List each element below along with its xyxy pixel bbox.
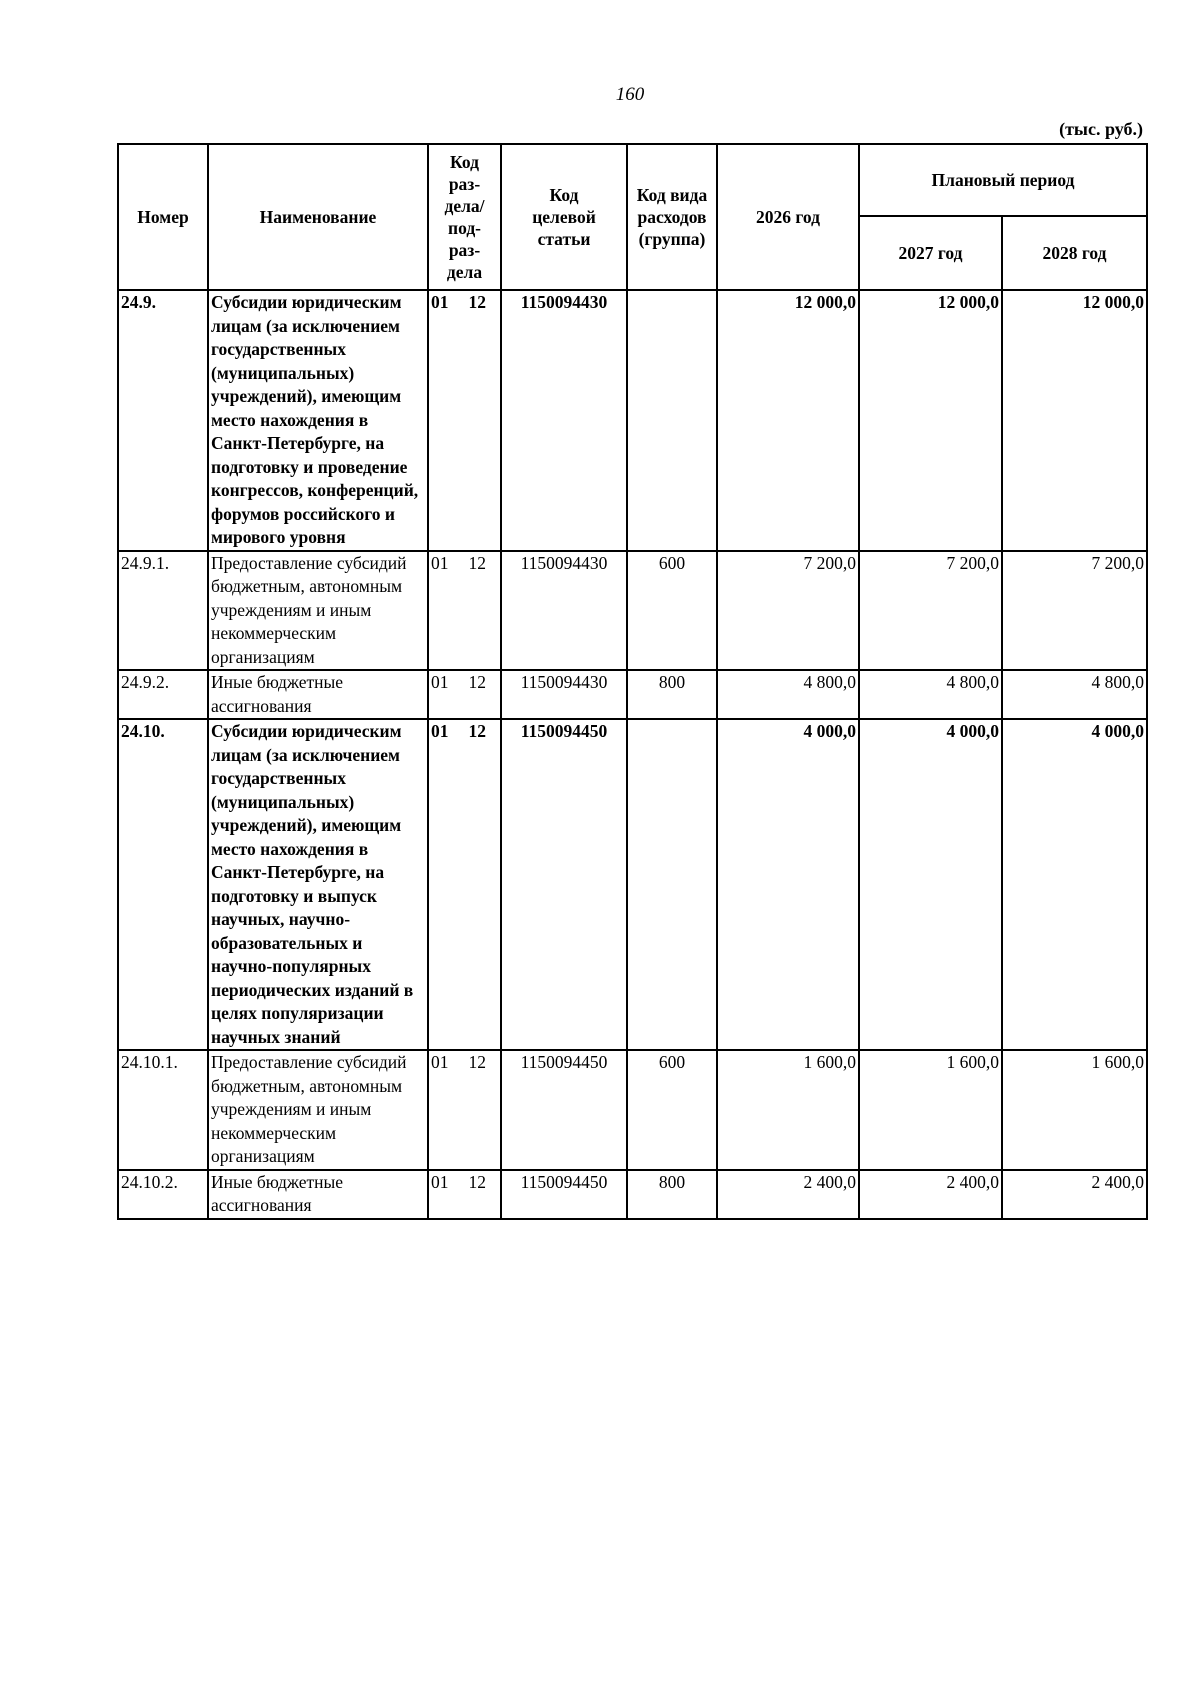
page-number: 160 (615, 84, 645, 105)
row-section: 01 (431, 1052, 449, 1072)
row-name: Предоставление субсидий бюджетным, автономным учреждениям и иным некоммерческим организациям (208, 551, 428, 671)
row-amount-2028: 2 400,0 (1002, 1170, 1147, 1219)
row-section: 01 (431, 672, 449, 692)
table-row (118, 551, 1147, 671)
row-expense-type: 600 (627, 551, 717, 671)
table-header (118, 144, 1147, 290)
row-amount-2026: 7 200,0 (717, 551, 859, 671)
row-amount-2027: 4 800,0 (859, 670, 1002, 719)
row-expense-type (627, 719, 717, 1050)
row-number: 24.10.2. (118, 1170, 208, 1219)
row-target-code: 1150094450 (501, 1050, 627, 1170)
row-section-code (428, 719, 501, 1050)
row-number: 24.10. (118, 719, 208, 1050)
row-name: Субсидии юридическим лицам (за исключением государственных (муниципальных) учреждений), имеющим место нахождения в Санкт-Петербурге, на подготовку и проведение конгрессов, конференций, форумов российского и мирового уровня (208, 290, 428, 551)
row-section: 01 (431, 292, 449, 312)
budget-table (117, 143, 1148, 1220)
row-target-code: 1150094450 (501, 1170, 627, 1219)
header-year-2028: 2028 год (1002, 216, 1147, 290)
row-subsection: 12 (468, 721, 486, 741)
header-expense-type: Код вида расходов (группа) (627, 144, 717, 290)
table-row (118, 1170, 1147, 1219)
row-amount-2027: 1 600,0 (859, 1050, 1002, 1170)
row-amount-2028: 1 600,0 (1002, 1050, 1147, 1170)
row-number: 24.9.2. (118, 670, 208, 719)
row-amount-2026: 12 000,0 (717, 290, 859, 551)
row-section: 01 (431, 1171, 449, 1192)
units-label: (тыс. руб.) (1059, 119, 1143, 139)
row-amount-2028: 12 000,0 (1002, 290, 1147, 551)
row-amount-2026: 2 400,0 (717, 1170, 859, 1219)
header-number: Номер (118, 144, 208, 290)
row-subsection: 12 (468, 672, 486, 692)
row-section-code (428, 670, 501, 719)
row-section-code (428, 1170, 501, 1219)
row-name: Предоставление субсидий бюджетным, автономным учреждениям и иным некоммерческим организациям (208, 1050, 428, 1170)
row-expense-type: 800 (627, 1170, 717, 1219)
row-target-code: 1150094430 (501, 551, 627, 671)
row-amount-2028: 4 000,0 (1002, 719, 1147, 1050)
row-name: Иные бюджетные ассигнования (208, 1170, 428, 1219)
row-number: 24.10.1. (118, 1050, 208, 1170)
row-amount-2027: 4 000,0 (859, 719, 1002, 1050)
row-amount-2028: 7 200,0 (1002, 551, 1147, 671)
row-amount-2027: 12 000,0 (859, 290, 1002, 551)
header-year-2026: 2026 год (717, 144, 859, 290)
header-target-code: Код целевой статьи (501, 144, 627, 290)
row-name: Субсидии юридическим лицам (за исключением государственных (муниципальных) учреждений), имеющим место нахождения в Санкт-Петербурге, на подготовку и выпуск научных, научно-образовательных и научно-популярных периодических изданий в целях популяризации научных знаний (208, 719, 428, 1050)
row-amount-2026: 4 000,0 (717, 719, 859, 1050)
row-section-code (428, 551, 501, 671)
header-planned-period: Плановый период (859, 144, 1147, 216)
row-expense-type: 800 (627, 670, 717, 719)
row-target-code: 1150094430 (501, 670, 627, 719)
row-section-code (428, 1050, 501, 1170)
row-amount-2027: 2 400,0 (859, 1170, 1002, 1219)
table-row (118, 290, 1147, 551)
table-body (118, 290, 1147, 1219)
row-section-code (428, 290, 501, 551)
table-row (118, 670, 1147, 719)
row-name: Иные бюджетные ассигнования (208, 670, 428, 719)
header-section-code: Код раз- дела/ под- раз- дела (428, 144, 501, 290)
row-section: 01 (431, 552, 449, 573)
row-amount-2028: 4 800,0 (1002, 670, 1147, 719)
row-subsection: 12 (468, 552, 486, 573)
row-subsection: 12 (468, 292, 486, 312)
table-row (118, 1050, 1147, 1170)
row-amount-2026: 4 800,0 (717, 670, 859, 719)
row-section: 01 (431, 721, 449, 741)
row-target-code: 1150094430 (501, 290, 627, 551)
row-target-code: 1150094450 (501, 719, 627, 1050)
row-number: 24.9. (118, 290, 208, 551)
header-name: Наименование (208, 144, 428, 290)
row-subsection: 12 (468, 1052, 486, 1072)
header-year-2027: 2027 год (859, 216, 1002, 290)
row-amount-2026: 1 600,0 (717, 1050, 859, 1170)
row-subsection: 12 (468, 1171, 486, 1192)
row-expense-type: 600 (627, 1050, 717, 1170)
row-number: 24.9.1. (118, 551, 208, 671)
row-expense-type (627, 290, 717, 551)
table-row (118, 719, 1147, 1050)
row-amount-2027: 7 200,0 (859, 551, 1002, 671)
